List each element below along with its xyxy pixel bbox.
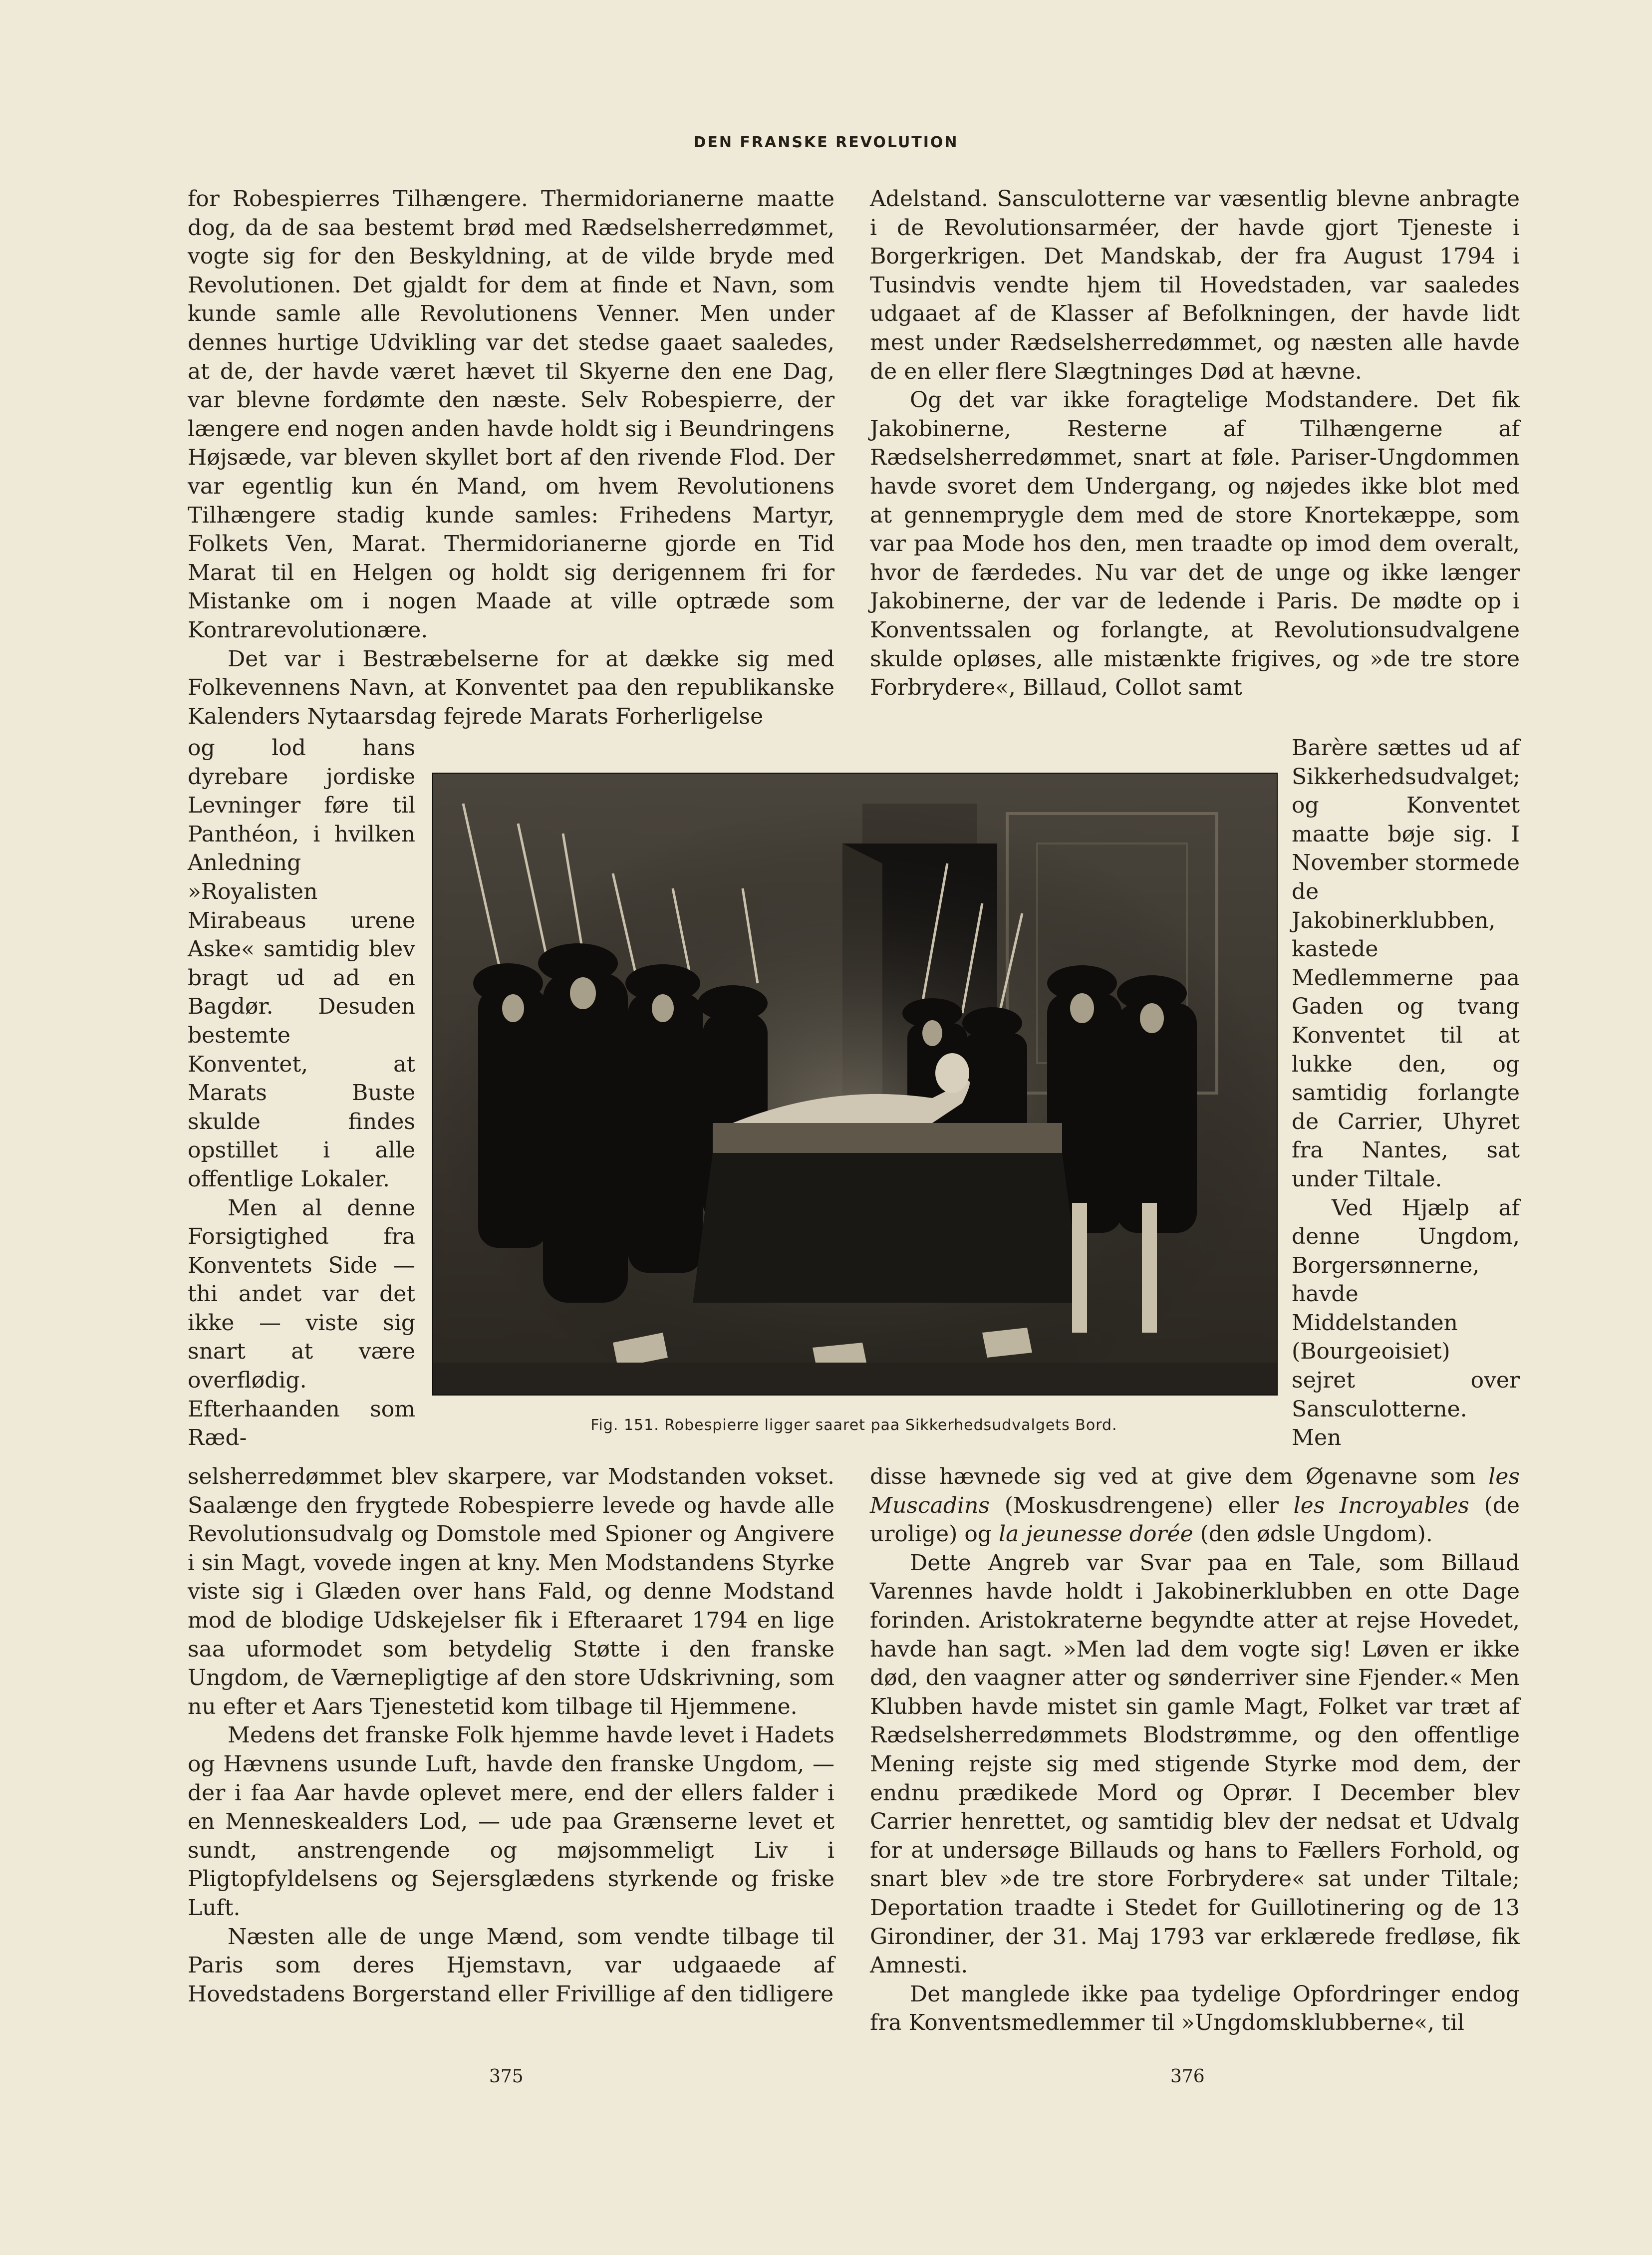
paragraph: Men al denne Forsigtighed fra Konventets Side — thi andet var det ikke — viste sig snart at være overflødig. Efterhaanden som Ræd- bbox=[188, 1195, 415, 1451]
running-header: DEN FRANSKE REVOLUTION bbox=[693, 134, 959, 151]
engraving-illustration bbox=[432, 773, 1278, 1396]
text-run: disse hævnede sig ved at give dem Øgenavne som bbox=[870, 1464, 1489, 1489]
left-column-bottom bbox=[188, 1462, 834, 2008]
paragraph: Det manglede ikke paa tydelige Opfordringer endog fra Konventsmedlemmer til »Ungdomsklubberne«, til bbox=[870, 1981, 1520, 2036]
chair-leg bbox=[1072, 1203, 1087, 1333]
italic-term: les Muscadins bbox=[870, 1464, 1520, 1518]
left-wrap-column bbox=[188, 734, 415, 1452]
table-top bbox=[713, 1123, 1062, 1153]
table-cloth bbox=[693, 1153, 1082, 1303]
paragraph: Ved Hjælp af denne Ungdom, Borgersønnerne, havde Middelstanden (Bourgeoisiet) sejret over Sansculotterne. Men bbox=[1292, 1195, 1520, 1451]
italic-term: la jeunesse dorée bbox=[999, 1521, 1193, 1547]
paragraph: og lod hans dyrebare jordiske Levninger føre til Panthéon, i hvilken Anledning »Royalisten Mirabeaus urene Aske« samtidig blev bragt ud ad en Bagdør. Desuden bestemte Konventet, at Marats Buste skulde findes opstillet i alle offentlige Lokaler. bbox=[188, 735, 415, 1192]
paragraph: Dette Angreb var Svar paa en Tale, som Billaud Varennes havde holdt i Jakobinerklubben en otte Dage forinden. Aristokraterne begyndte atter at rejse Hovedet, havde han sagt. »Men lad dem vogte sig! Løven er ikke død, den vaagner atter og sønderriver sine Fjender.« Men Klubben havde mistet sin gamle Magt, Folket var træt af Rædselsherredømmets Blodstrømme, og den offentlige Mening rejste sig med stigende Styrke mod dem, der endnu prædikede Mord og Oprør. I December blev Carrier henrettet, og samtidig blev der nedsat et Udvalg for at undersøge Billauds og hans to Fællers Forhold, og snart blev »de tre store Forbrydere« sat under Tiltale; Deportation traadte i Stedet for Guillotinering og de 13 Girondiner, der 31. Maj 1793 var erklærede fredløse, fik Amnesti. bbox=[870, 1550, 1520, 1978]
paragraph bbox=[870, 1462, 1520, 1549]
text-run: (den ødsle Ungdom). bbox=[1193, 1521, 1433, 1547]
paragraph: Medens det franske Folk hjemme havde levet i Hadets og Hævnens usunde Luft, havde den franske Ungdom, — der i faa Aar havde oplevet mere, end der ellers falder i en Menneskealders Lod, — ude paa Grænserne levet et sundt, anstrengende og møjsommeligt Liv i Pligtopfyldelsens og Sejersglædens styrkende og friske Luft. bbox=[188, 1722, 834, 1921]
paragraph: for Robespierres Tilhængere. Thermidorianerne maatte dog, da de saa bestemt brød med Rædselsherredømmet, vogte sig for den Beskyldning, at de vilde bryde med Revolutionen. Det gjaldt for dem at finde et Navn, som kunde samle alle Revolutionens Venner. Men under dennes hurtige Udvikling var det stedse gaaet saaledes, at de, der havde været hævet til Skyerne den ene Dag, var blevne fordømte den næste. Selv Robespierre, der længere end nogen anden havde holdt sig i Beundringens Højsæde, var bleven skyllet bort af den rivende Flod. Der var egentlig kun én Mand, om hvem Revolutionens Tilhængere stadig kunde samles: Frihedens Martyr, Folkets Ven, Marat. Thermidorianerne gjorde en Tid Marat til en Helgen og holdt sig derigennem fri for Mistanke om i nogen Maade at ville optræde som Kontrarevolutionære. bbox=[188, 186, 834, 643]
right-column-top bbox=[870, 185, 1520, 702]
page-number-right: 376 bbox=[1170, 2066, 1205, 2087]
right-wrap-column bbox=[1292, 734, 1520, 1452]
right-column-bottom bbox=[870, 1462, 1520, 2037]
paragraph: Næsten alle de unge Mænd, som vendte tilbage til Paris som deres Hjemstavn, var udgaaede af Hovedstadens Borgerstand eller Frivillige af den tidligere bbox=[188, 1924, 834, 2007]
left-column-top bbox=[188, 185, 834, 731]
italic-term: les Incroyables bbox=[1293, 1492, 1469, 1518]
engraving-scene bbox=[433, 774, 1277, 1395]
figure-caption: Fig. 151. Robespierre ligger saaret paa Sikkerhedsudvalgets Bord. bbox=[590, 1416, 1117, 1434]
text-run: (Moskusdrengene) eller bbox=[990, 1492, 1294, 1518]
page-number-left: 375 bbox=[489, 2066, 524, 2087]
paragraph: selsherredømmet blev skarpere, var Modstanden vokset. Saalænge den frygtede Robespierre levede og havde alle Revolutionsudvalg og Domstole med Spioner og Angivere i sin Magt, vovede ingen at kny. Men Modstandens Styrke viste sig i Glæden over hans Fald, og denne Modstand mod de blodige Udskejelser fik i Efteraaret 1794 en lige saa uformodet som betydelig Støtte i den franske Ungdom, de Værnepligtige af den store Udskrivning, som nu efter et Aars Tjenestetid kom tilbage til Hjemmene. bbox=[188, 1464, 834, 1719]
paragraph: Det var i Bestræbelserne for at dække sig med Folkevennens Navn, at Konventet paa den republikanske Kalenders Nytaarsdag fejrede Marats Forherligelse bbox=[188, 646, 834, 729]
paragraph: Og det var ikke foragtelige Modstandere. Det fik Jakobinerne, Resterne af Tilhængerne af Rædselsherredømmet, snart at føle. Pariser-Ungdommen havde svoret dem Undergang, og nøjedes ikke blot med at gennemprygle dem med de store Knortekæppe, som var paa Mode hos den, men traadte op imod dem overalt, hvor de færdedes. Nu var det de unge og ikke længer Jakobinerne, der var de ledende i Paris. De mødte op i Konventssalen og forlangte, at Revolutionsudvalgene skulde opløses, alle mistænkte frigives, og »de tre store Forbrydere«, Billaud, Collot samt bbox=[870, 387, 1520, 701]
paragraph: Barère sættes ud af Sikkerhedsudvalget; og Konventet maatte bøje sig. I November stormede de Jakobinerklubben, kastede Medlemmerne paa Gaden og tvang Konventet til at lukke den, og samtidig forlangte de Carrier, Uhyret fra Nantes, sat under Tiltale. bbox=[1292, 735, 1521, 1192]
paragraph: Adelstand. Sansculotterne var væsentlig blevne anbragte i de Revolutionsarméer, der havde gjort Tjeneste i Borgerkrigen. Det Mandskab, der fra August 1794 i Tusindvis vendte hjem til Hovedstaden, var saaledes udgaaet af de Klasser af Befolkningen, der havde lidt mest under Rædselsherredømmet, og næsten alle havde de en eller flere Slægtninges Død at hævne. bbox=[870, 186, 1520, 384]
text-run: (de urolige) og bbox=[870, 1492, 1520, 1547]
